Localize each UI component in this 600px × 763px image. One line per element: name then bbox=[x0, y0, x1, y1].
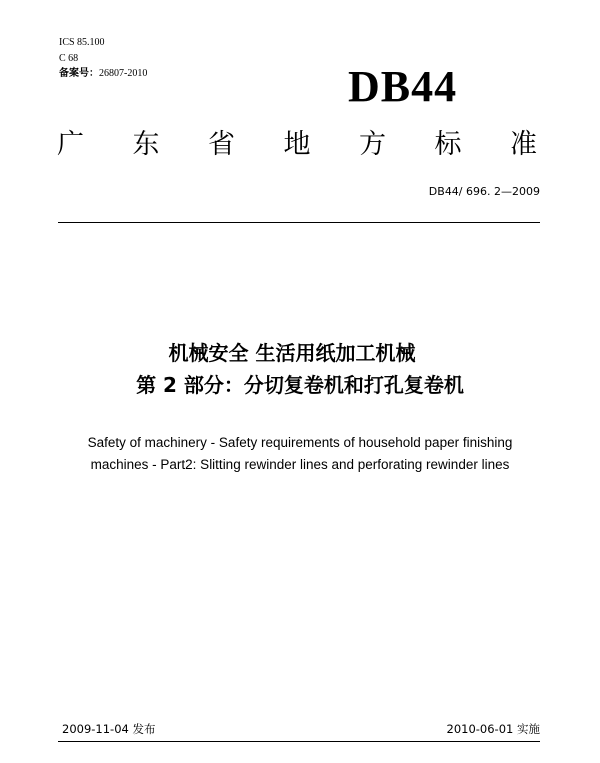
standard-type-char: 省 bbox=[208, 129, 235, 160]
standard-code-logo: DB44 bbox=[348, 62, 458, 111]
standard-type-char: 标 bbox=[434, 129, 462, 160]
filing-number: 26807-2010 bbox=[99, 68, 148, 79]
filing-label: 备案号： bbox=[59, 68, 99, 79]
standard-type-char: 地 bbox=[283, 129, 311, 160]
standard-type-heading bbox=[57, 128, 537, 162]
standard-type-char: 广 bbox=[57, 129, 84, 160]
standard-type-char: 东 bbox=[132, 129, 160, 160]
issue-date: 2009-11-04 发布 bbox=[62, 722, 156, 736]
title-zh-line1: 机械安全 生活用纸加工机械 bbox=[168, 341, 416, 365]
standard-type-char: 准 bbox=[510, 129, 537, 160]
title-en-line2: machines - Part2: Slitting rewinder lines and perforating rewinder lines bbox=[90, 457, 510, 472]
implementation-date: 2010-06-01 实施 bbox=[446, 722, 540, 736]
footer-divider bbox=[58, 741, 540, 742]
header-divider bbox=[58, 222, 540, 223]
title-zh-line2: 第 2 部分：分切复卷机和打孔复卷机 bbox=[136, 373, 464, 397]
standard-number: DB44/ 696. 2—2009 bbox=[428, 185, 540, 198]
title-en-line1: Safety of machinery - Safety requirements of household paper finishing bbox=[87, 435, 513, 450]
ccs-code: C 68 bbox=[59, 53, 79, 64]
ics-code: ICS 85.100 bbox=[59, 37, 105, 48]
standard-type-char: 方 bbox=[359, 129, 386, 160]
filing-record bbox=[59, 68, 147, 80]
